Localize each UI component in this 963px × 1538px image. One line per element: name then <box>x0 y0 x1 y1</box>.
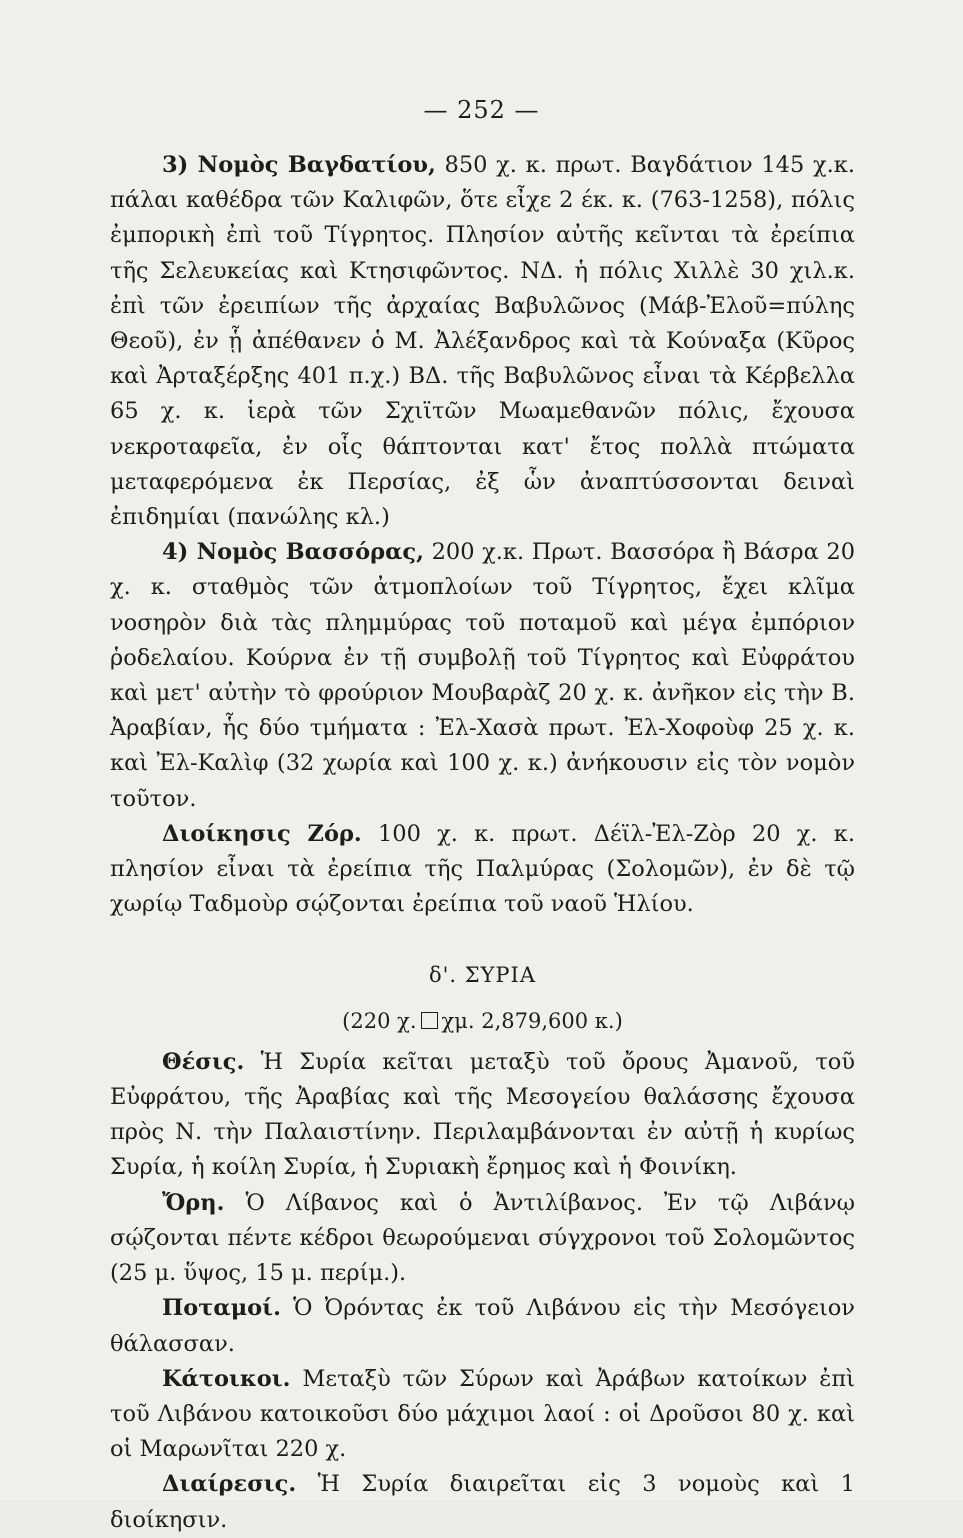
paragraph-label: Ὄρη. <box>162 1189 225 1216</box>
square-symbol-icon <box>421 1012 438 1029</box>
paragraph-text: Ὁ Ὀρόντας ἐκ τοῦ Λιβάνου εἰς τὴν Μεσόγειον θάλασσαν. <box>110 1295 855 1357</box>
paragraph-label: Θέσις. <box>162 1048 245 1075</box>
page-number: — 252 — <box>423 96 540 124</box>
paragraph-label: 3) Νομὸς Βαγδατίου, <box>162 152 436 178</box>
paragraph-inhabitants <box>110 1362 855 1468</box>
paragraph-label: Ποταμοί. <box>162 1295 281 1322</box>
paragraph-text: 200 χ.κ. Πρωτ. Βασσόρα ἢ Βάσρα 20 χ. κ. σταθμὸς τῶν ἀτμοπλοίων τοῦ Τίγρητος, ἔχει κλῖμα νοσηρὸν διὰ τὰς πλημμύρας τοῦ ποταμοῦ καὶ μέγα ἐμπόριον ῥοδελαίου. Κούρνα ἐν τῇ συμβολῇ τοῦ Τίγρητος καὶ Εὐφράτου καὶ μετ' αὐτὴν τὸ φρούριον Μουβαρὰζ 20 χ. κ. ἀνῆκον εἰς τὴν Β. Ἀραβίαν, ἧς δύο τμήματα : Ἐλ-Χασὰ πρωτ. Ἐλ-Χοφοὺφ 25 χ. κ. καὶ Ἐλ-Καλὶφ (32 χωρία καὶ 100 χ. κ.) ἀνήκουσιν εἰς τὸν νομὸν τοῦτον. <box>110 539 856 812</box>
section-heading: δ'. ΣΥΡΙΑ <box>428 963 537 988</box>
paragraph-text: Ἡ Συρία διαιρεῖται εἰς 3 νομοὺς καὶ 1 διοίκησιν. <box>110 1471 855 1533</box>
paragraph-text: Ἡ Συρία κεῖται μεταξὺ τοῦ ὄρους Ἀμανοῦ, τοῦ Εὐφράτου, τῆς Ἀραβίας καὶ τῆς Μεσογείου θαλάσσης ἔχουσα πρὸς Ν. τὴν Παλαιστίνην. Περιλαμβάνονται ἐν αὐτῇ ἡ κυρίως Συρία, ἡ κοίλη Συρία, ἡ Συριακὴ ἔρημος καὶ ἡ Φοινίκη. <box>110 1048 855 1181</box>
section-stats-prefix: (220 χ. <box>342 1008 417 1033</box>
paragraph-division <box>110 1467 855 1537</box>
paragraph-label: Διαίρεσις. <box>162 1471 297 1498</box>
section-stats-suffix: χμ. 2,879,600 κ.) <box>441 1008 623 1033</box>
paragraph-text: 850 χ. κ. πρωτ. Βαγδάτιον 145 χ.κ. πάλαι καθέδρα τῶν Καλιφῶν, ὅτε εἶχε 2 έκ. κ. (763-1258), πόλις ἐμπορικὴ ἐπὶ τοῦ Τίγρητος. Πλησίον αὐτῆς κεῖνται τὰ ἐρείπια τῆς Σελευκείας καὶ Κτησιφῶντος. ΝΔ. ἡ πόλις Χιλλὲ 30 χιλ.κ. ἐπὶ τῶν ἐρειπίων τῆς ἀρχαίας Βαβυλῶνος (Μάβ-Ἐλοῦ=πύλης Θεοῦ), ἐν ᾗ ἀπέθανεν ὁ Μ. Ἀλέξανδρος καὶ τὰ Κούναξα (Κῦρος καὶ Ἀρταξέρξης 401 π.χ.) ΒΔ. τῆς Βαβυλῶνος εἶναι τὰ Κέρβελλα 65 χ. κ. ἱερὰ τῶν Σχιϊτῶν Μωαμεθανῶν πόλις, ἔχουσα νεκροταφεῖα, ἐν οἷς θάπτονται κατ' ἔτος πολλὰ πτώματα μεταφερόμενα ἐκ Περσίας, ἐξ ὧν ἀναπτύσσονται δειναὶ ἐπιδημίαι (πανώλης κλ.) <box>110 152 855 531</box>
section-stats <box>110 1004 855 1039</box>
paragraph-basra <box>110 535 855 817</box>
paragraph-label: Κάτοικοι. <box>162 1365 291 1392</box>
paragraph-mountains <box>110 1186 855 1292</box>
paragraph-text: Μεταξὺ τῶν Σύρων καὶ Ἀράβων κατοίκων ἐπὶ τοῦ Λιβάνου κατοικοῦσι δύο μάχιμοι λαοί : οἱ Δροῦσοι 80 χ. καὶ οἱ Μαρωνῖται 220 χ. <box>110 1365 855 1463</box>
paragraph-text: 100 χ. κ. πρωτ. Δέϊλ-Ἐλ-Ζὸρ 20 χ. κ. πλησίον εἶναι τὰ ἐρείπια τῆς Παλμύρας (Σολομῶν), ἐν δὲ τῷ χωρίῳ Ταδμοὺρ σῴζονται ἐρείπια τοῦ ναοῦ Ἡλίου. <box>110 820 856 918</box>
paragraph-label: Διοίκησις Ζόρ. <box>162 820 362 847</box>
paragraph-zor <box>110 817 855 923</box>
paragraph-label: 4) Νομὸς Βασσόρας, <box>162 539 424 566</box>
paragraph-text: Ὁ Λίβανος καὶ ὁ Ἀντιλίβανος. Ἐν τῷ Λιβάνῳ σῴζονται πέντε κέδροι θεωρούμεναι σύγχρονοι τοῦ Σολομῶντος (25 μ. ὕψος, 15 μ. περίμ.). <box>110 1189 855 1287</box>
paragraph-position <box>110 1045 855 1186</box>
paragraph-rivers <box>110 1291 855 1361</box>
body-text <box>110 148 855 1538</box>
paragraph-baghdad <box>110 148 855 535</box>
